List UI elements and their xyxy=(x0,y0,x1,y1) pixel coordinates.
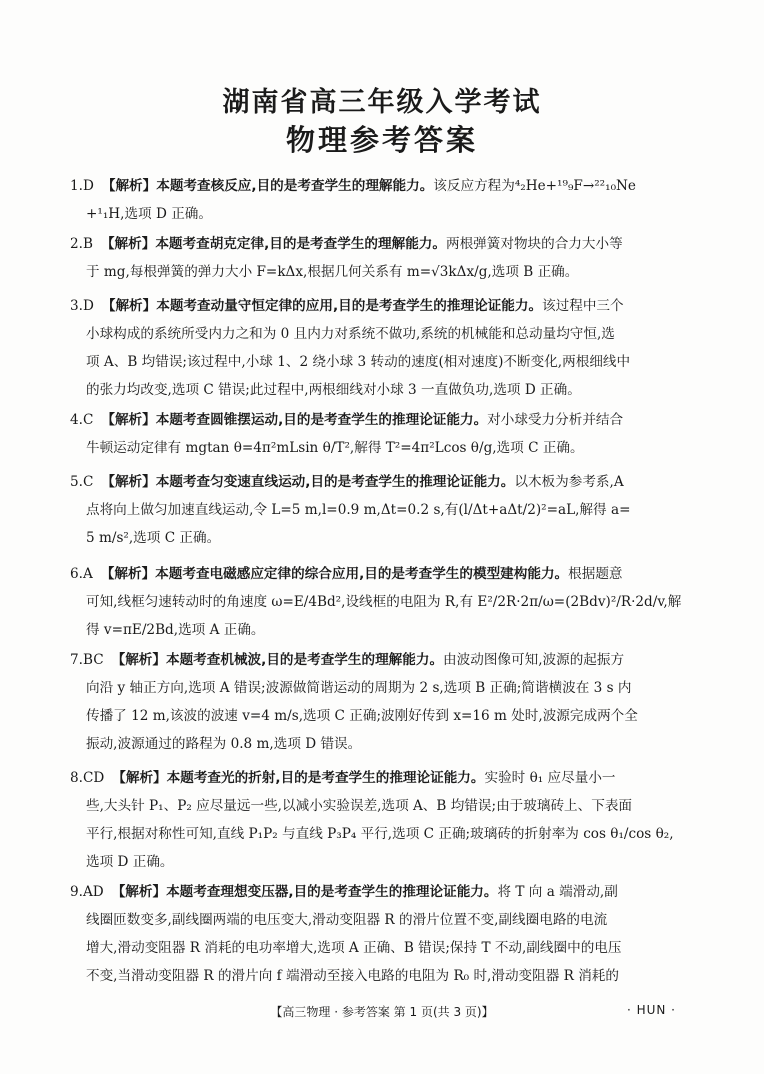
answer-number: 8.CD xyxy=(70,770,105,786)
analysis-lead: 本题考查光的折射,目的是考查学生的推理论证能力。 xyxy=(166,770,485,786)
answer-item xyxy=(70,406,698,462)
answer-list xyxy=(70,172,698,990)
analysis-tag: 【解析】 xyxy=(101,412,156,428)
answer-line: 项 A、B 均错误;该过程中,小球 1、2 绕小球 3 转动的速度(相对速度)不断变化,两根细线中 xyxy=(86,354,631,370)
answer-line: 得 v=πE/2Bd,选项 A 正确。 xyxy=(86,622,265,638)
answer-item xyxy=(70,230,698,286)
answer-line: 的张力均改变,选项 C 错误;此过程中,两根细线对小球 3 一直做负功,选项 D 正确。 xyxy=(86,382,581,398)
answer-line xyxy=(70,230,698,258)
answer-item xyxy=(70,646,698,758)
answer-line: 平行,根据对称性可知,直线 P₁P₂ 与直线 P₃P₄ 平行,选项 C 正确;玻璃砖的折射率为 cos θ₁/cos θ₂, xyxy=(86,826,674,842)
analysis-lead: 本题考查匀变速直线运动,目的是考查学生的推理论证能力。 xyxy=(155,474,515,490)
exam-title: 湖南省高三年级入学考试 xyxy=(222,87,542,118)
answer-line: +¹₁H,选项 D 正确。 xyxy=(86,206,212,222)
answer-item xyxy=(70,878,698,990)
answer-line xyxy=(70,172,698,200)
analysis-tag: 【解析】 xyxy=(101,178,157,194)
answer-line: 振动,波源通过的路程为 0.8 m,选项 D 错误。 xyxy=(86,736,362,752)
answer-number: 9.AD xyxy=(70,884,104,900)
answer-line: 向沿 y 轴正方向,选项 A 错误;波源做简谐运动的周期为 2 s,选项 B 正确;简谐横波在 3 s 内 xyxy=(86,680,632,696)
answer-text: 将 T 向 a 端滑动,副 xyxy=(497,884,618,900)
answer-text: 以木板为参考系,A xyxy=(514,474,624,490)
answer-item xyxy=(70,172,698,228)
answer-line xyxy=(70,646,698,674)
answer-line xyxy=(70,292,698,320)
answer-text: 由波动图像可知,波源的起振方 xyxy=(443,652,625,668)
analysis-tag: 【解析】 xyxy=(111,652,166,668)
answer-line xyxy=(70,406,698,434)
analysis-lead: 本题考查动量守恒定律的应用,目的是考查学生的推理论证能力。 xyxy=(156,298,543,314)
answer-line: 不变,当滑动变阻器 R 的滑片向 f 端滑动至接入电路的电阻为 R₀ 时,滑动变阻器 R 消耗的 xyxy=(86,968,619,984)
answer-line xyxy=(70,560,698,588)
analysis-tag: 【解析】 xyxy=(101,474,156,490)
answer-number: 7.BC xyxy=(70,652,104,668)
answer-number: 2.B xyxy=(70,236,93,252)
answer-line: 于 mg,每根弹簧的弹力大小 F=kΔx,根据几何关系有 m=√3kΔx/g,选项 B 正确。 xyxy=(86,264,579,280)
answer-text: 该过程中三个 xyxy=(542,298,624,314)
analysis-lead: 本题考查机械波,目的是考查学生的理解能力。 xyxy=(166,652,444,668)
answer-line: 点将向上做匀加速直线运动,令 L=5 m,l=0.9 m,Δt=0.2 s,有(l/Δt+aΔt/2)²=aL,解得 a= xyxy=(86,502,631,518)
answer-item xyxy=(70,764,698,876)
answer-number: 5.C xyxy=(70,474,94,490)
answer-line: 线圈匝数变多,副线圈两端的电压变大,滑动变阻器 R 的滑片位置不变,副线圈电路的电流 xyxy=(86,912,608,928)
answer-text: 实验时 θ₁ 应尽量小一 xyxy=(484,770,616,786)
answer-text: 该反应方程为⁴₂He+¹⁹₉F→²²₁₀Ne xyxy=(433,178,636,194)
answer-text: 两根弹簧对物块的合力大小等 xyxy=(445,236,623,252)
analysis-lead: 本题考查核反应,目的是考查学生的理解能力。 xyxy=(156,178,434,194)
answer-line xyxy=(70,468,698,496)
analysis-tag: 【解析】 xyxy=(111,884,167,900)
answer-line: 传播了 12 m,该波的波速 v=4 m/s,选项 C 正确;波刚好传到 x=16 m 处时,波源完成两个全 xyxy=(86,708,638,724)
analysis-tag: 【解析】 xyxy=(100,236,156,252)
analysis-tag: 【解析】 xyxy=(100,566,156,582)
analysis-tag: 【解析】 xyxy=(112,770,167,786)
answer-text: 对小球受力分析并结合 xyxy=(487,412,624,428)
footer-page-info: 【高三物理 · 参考答案 第 1 页(共 3 页)】 xyxy=(270,1005,494,1019)
answer-item xyxy=(70,468,698,552)
answer-line: 可知,线框匀速转动时的角速度 ω=E/4Bd²,设线框的电阻为 R,有 E²/2R·2π/ω=(2Bdv)²/R·2d/v,解 xyxy=(86,594,682,610)
answer-text: 根据题意 xyxy=(568,566,623,582)
footer-code: · HUN · xyxy=(626,1003,676,1017)
answer-number: 4.C xyxy=(70,412,94,428)
analysis-lead: 本题考查胡克定律,目的是考查学生的理解能力。 xyxy=(155,236,446,252)
answer-item xyxy=(70,292,698,404)
answer-number: 1.D xyxy=(70,178,94,194)
answer-number: 6.A xyxy=(70,566,93,582)
analysis-lead: 本题考查圆锥摆运动,目的是考查学生的推理论证能力。 xyxy=(155,412,488,428)
answer-line: 5 m/s²,选项 C 正确。 xyxy=(86,530,221,546)
analysis-tag: 【解析】 xyxy=(101,298,157,314)
answer-number: 3.D xyxy=(70,298,94,314)
analysis-lead: 本题考查理想变压器,目的是考查学生的推理论证能力。 xyxy=(166,884,498,900)
answer-line: 增大,滑动变阻器 R 消耗的电功率增大,选项 A 正确、B 错误;保持 T 不动,副线圈中的电压 xyxy=(86,940,622,956)
answer-line: 小球构成的系统所受内力之和为 0 且内力对系统不做功,系统的机械能和总动量均守恒,选 xyxy=(86,326,615,342)
answer-subtitle: 物理参考答案 xyxy=(285,123,478,157)
answer-item xyxy=(70,560,698,644)
answer-line xyxy=(70,764,698,792)
answer-line xyxy=(70,878,698,906)
answer-line: 选项 D 正确。 xyxy=(86,854,174,870)
analysis-lead: 本题考查电磁感应定律的综合应用,目的是考查学生的模型建构能力。 xyxy=(155,566,569,582)
answer-line: 些,大头针 P₁、P₂ 应尽量远一些,以减小实验误差,选项 A、B 均错误;由于玻璃砖上、下表面 xyxy=(86,798,633,814)
answer-line: 牛顿运动定律有 mgtan θ=4π²mLsin θ/T²,解得 T²=4π²Lcos θ/g,选项 C 正确。 xyxy=(86,440,584,456)
